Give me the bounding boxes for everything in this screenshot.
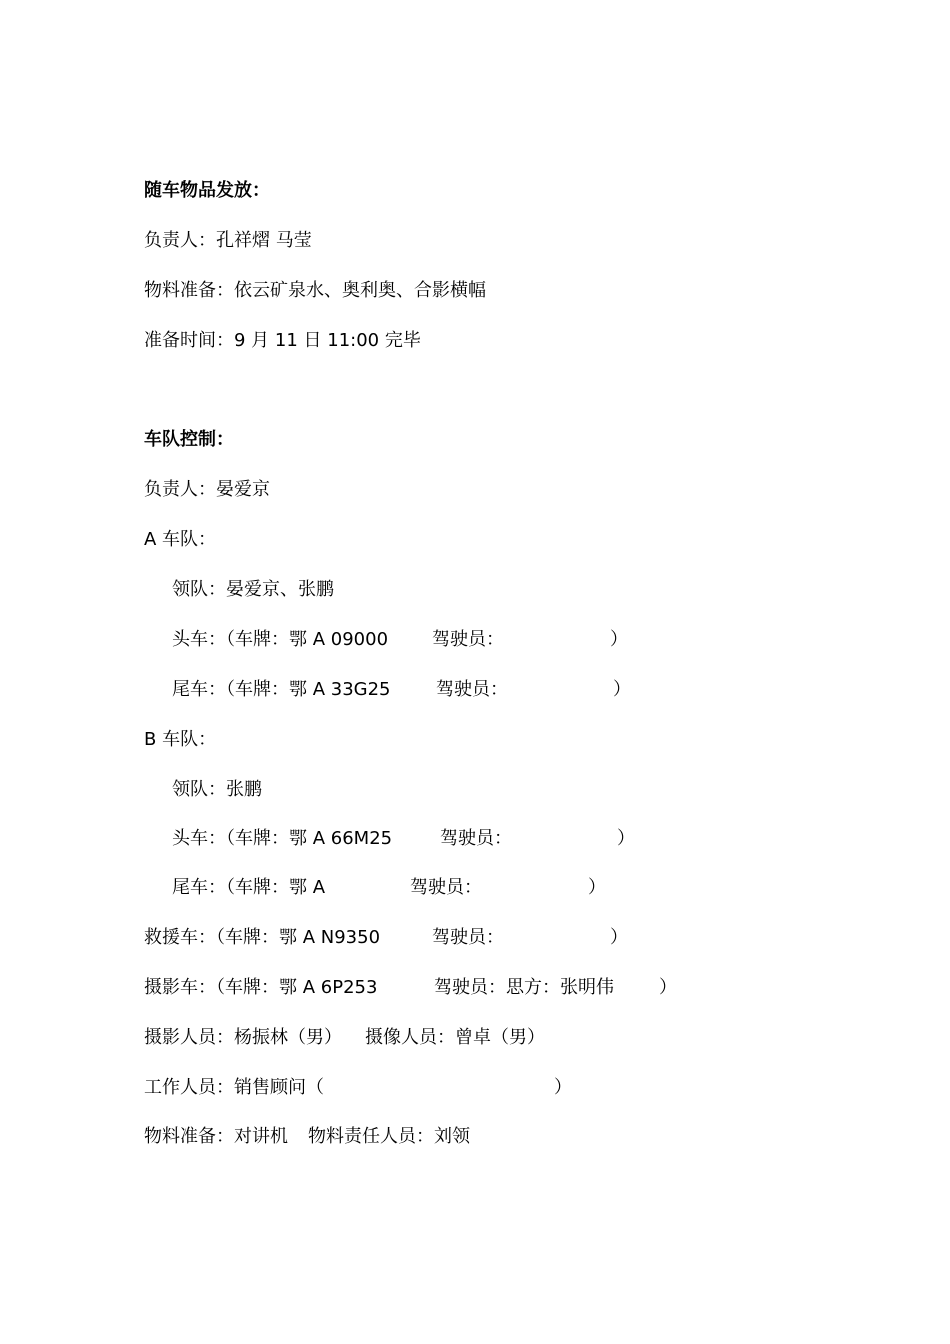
staff-label: 工作人员：销售顾问（: [144, 1077, 324, 1098]
team-a-head-car-plate: 头车：（车牌：鄂 A 09000: [172, 629, 389, 650]
convoy-responsible: 负责人：晏爱京: [144, 479, 270, 500]
photographer: 摄影人员：杨振林（男）: [144, 1027, 342, 1048]
photo-car: [144, 976, 794, 1000]
team-a-tail-car-driver: 驾驶员：: [436, 679, 508, 700]
team-a-tail-car-plate: 尾车：（车牌：鄂 A 33G25: [172, 679, 391, 700]
team-b-tail-car-close: ）: [588, 877, 606, 898]
team-b-head-car-driver: 驾驶员：: [440, 828, 512, 849]
team-b-head-car-plate: 头车：（车牌：鄂 A 66M25: [172, 828, 393, 849]
staff: [144, 1076, 794, 1100]
team-b-label: B 车队：: [144, 729, 217, 750]
team-a-head-car-driver: 驾驶员：: [432, 629, 504, 650]
supplies-responsible: 负责人：孔祥熠 马莹: [144, 230, 312, 251]
team-b-tail-car: [172, 876, 772, 900]
videographer: 摄像人员：曾卓（男）: [365, 1027, 545, 1048]
team-a-tail-car-close: ）: [613, 679, 631, 700]
team-b-tail-car-plate: 尾车：（车牌：鄂 A: [172, 877, 326, 898]
photo-car-close: ）: [659, 977, 677, 998]
convoy-materials-items: 物料准备：对讲机: [144, 1126, 288, 1147]
rescue-car-driver: 驾驶员：: [432, 927, 504, 948]
team-b-head-car-close: ）: [617, 828, 635, 849]
team-b-leader: 领队：张鹏: [172, 779, 262, 800]
rescue-car-plate: 救援车：（车牌：鄂 A N9350: [144, 927, 381, 948]
section-heading-supplies: 随车物品发放：: [144, 180, 270, 201]
photo-staff: [144, 1026, 794, 1050]
rescue-car: [144, 926, 794, 950]
convoy-materials: [144, 1125, 794, 1149]
team-a-leader: 领队：晏爱京、张鹏: [172, 579, 334, 600]
team-a-label: A 车队：: [144, 529, 217, 550]
team-a-head-car: [172, 628, 772, 652]
supplies-prep-time: 准备时间：9 月 11 日 11:00 完毕: [144, 330, 421, 351]
staff-close: ）: [554, 1077, 572, 1098]
section-heading-convoy: 车队控制：: [144, 429, 234, 450]
team-a-tail-car: [172, 678, 772, 702]
photo-car-driver: 驾驶员：思方：张明伟: [434, 977, 614, 998]
convoy-materials-responsible: 物料责任人员：刘领: [308, 1126, 470, 1147]
photo-car-plate: 摄影车：（车牌：鄂 A 6P253: [144, 977, 378, 998]
team-b-head-car: [172, 827, 772, 851]
team-b-tail-car-driver: 驾驶员：: [410, 877, 482, 898]
rescue-car-close: ）: [610, 927, 628, 948]
team-a-head-car-close: ）: [610, 629, 628, 650]
supplies-materials: 物料准备：依云矿泉水、奥利奥、合影横幅: [144, 280, 486, 301]
